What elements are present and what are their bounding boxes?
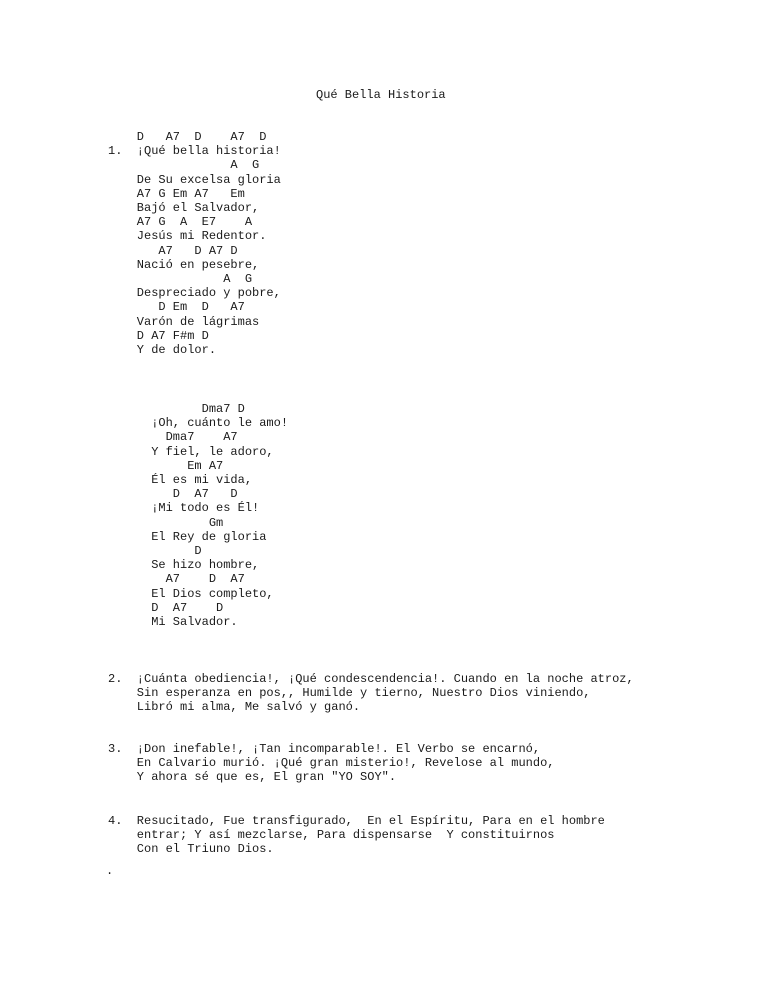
verse-1: D A7 D A7 D 1. ¡Qué bella historia! A G De Su excelsa gloria A7 G Em A7 Em Bajó el Salvador, A7 G A E7 A Jesús mi Redentor. A7 D A7 D Nació en pesebre, A G Despreciado y pobre, D Em D A7 Varón de lágrimas D A7 F#m D Y de dolor. [108, 130, 281, 358]
page-title: Qué Bella Historia [316, 88, 446, 102]
verse-2: 2. ¡Cuánta obediencia!, ¡Qué condescendencia!. Cuando en la noche atroz, Sin esperanza en pos,, Humilde y tierno, Nuestro Dios viniendo, Libró mi alma, Me salvó y ganó. [108, 672, 634, 715]
verse-4: 4. Resucitado, Fue transfigurado, En el Espíritu, Para en el hombre entrar; Y así mezclarse, Para dispensarse Y constituirnos Con el Triuno Dios. [108, 814, 605, 857]
end-mark: . [106, 864, 114, 878]
chorus: Dma7 D ¡Oh, cuánto le amo! Dma7 A7 Y fiel, le adoro, Em A7 Él es mi vida, D A7 D ¡Mi todo es Él! Gm El Rey de gloria D Se hizo hombre, A7 D A7 El Dios completo, D A7 D Mi Salvador. [151, 402, 289, 630]
verse-3: 3. ¡Don inefable!, ¡Tan incomparable!. El Verbo se encarnó, En Calvario murió. ¡Qué gran misterio!, Revelose al mundo, Y ahora sé que es, El gran "YO SOY". [108, 742, 555, 785]
